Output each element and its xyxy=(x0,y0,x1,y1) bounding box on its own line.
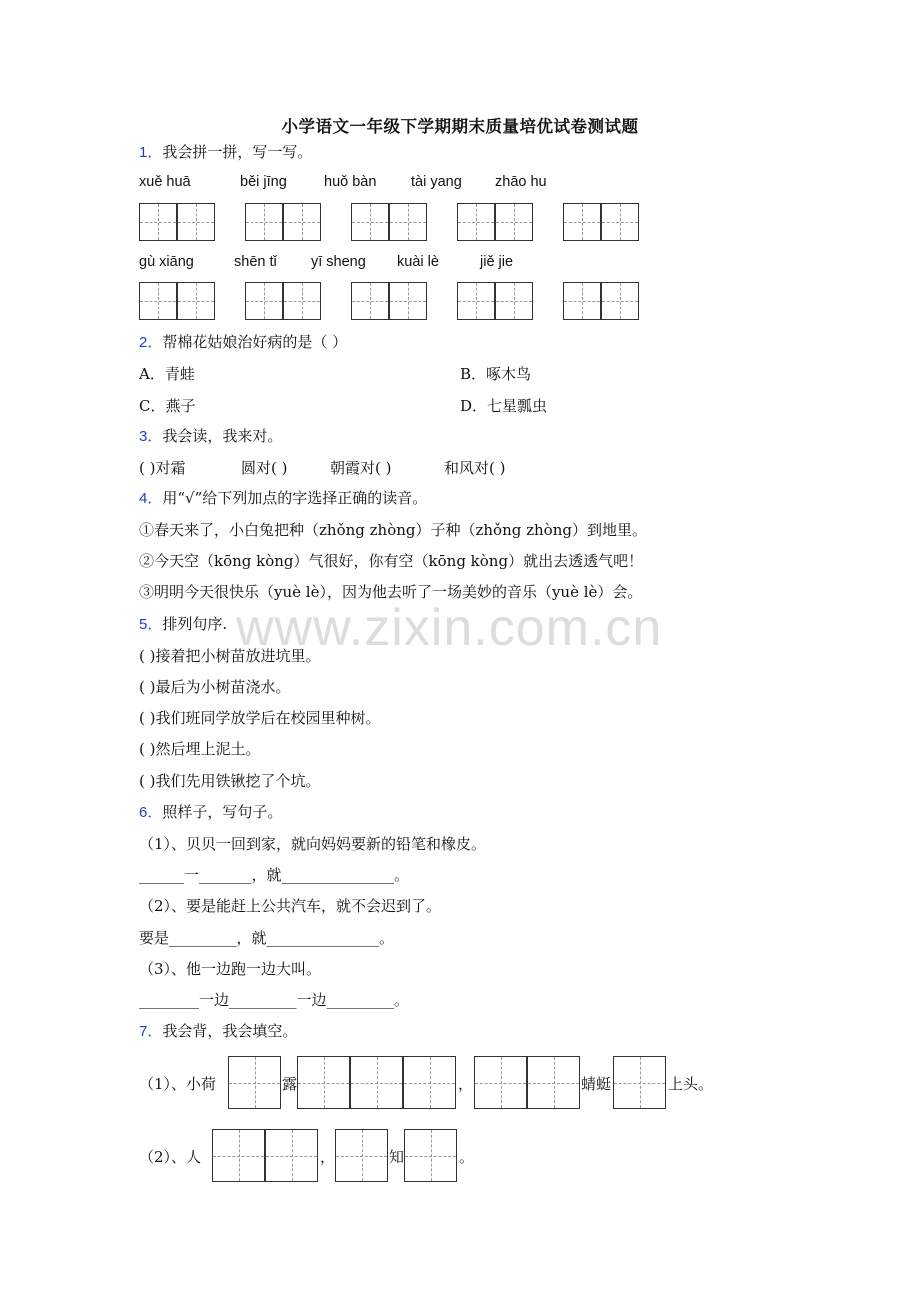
writing-grid-box[interactable] xyxy=(212,1129,265,1182)
pinyin-label: jiě jie xyxy=(480,254,514,270)
pairing-item: 朝霞对( ) xyxy=(330,459,392,477)
recite-text: ， xyxy=(320,1148,336,1166)
writing-grid-box[interactable] xyxy=(457,282,495,320)
question-text: 排列句序. xyxy=(162,615,228,633)
pairing-item: ( )对霜 xyxy=(139,459,186,477)
writing-grid-box[interactable] xyxy=(265,1129,318,1182)
pinyin-label: běi jīng xyxy=(240,174,287,190)
sentence-order-item: ( )最后为小树苗浇水。 xyxy=(139,678,291,696)
option-b[interactable]: B．啄木鸟 xyxy=(460,365,532,383)
writing-grid-box[interactable] xyxy=(495,282,533,320)
fill-sentence[interactable]: ________一边_________一边_________。 xyxy=(139,991,410,1009)
writing-grid-box[interactable] xyxy=(474,1056,527,1109)
recite-text: 上头。 xyxy=(668,1075,714,1093)
question-text: 用“√”给下列加点的字选择正确的读音。 xyxy=(162,489,428,507)
recite-text: 露 xyxy=(282,1075,298,1093)
sentence-order-item: ( )接着把小树苗放进坑里。 xyxy=(139,647,321,665)
writing-grid-box[interactable] xyxy=(495,203,533,241)
writing-grid-box[interactable] xyxy=(601,282,639,320)
writing-grid-box[interactable] xyxy=(613,1056,666,1109)
pronunciation-item: ①春天来了，小白兔把种（zhǒng zhòng）子种（zhǒng zhòng）到地里。 xyxy=(139,521,647,539)
sentence-order-item: ( )然后埋上泥土。 xyxy=(139,740,261,758)
question-7 xyxy=(139,1021,297,1042)
writing-grid-box[interactable] xyxy=(351,203,389,241)
pronunciation-item: ②今天空（kōng kòng）气很好，你有空（kōng kòng）就出去透透气吧！ xyxy=(139,552,644,570)
pairing-item: 圆对( ) xyxy=(241,459,288,477)
example-sentence: （1）、贝贝一回到家，就向妈妈要新的铅笔和橡皮。 xyxy=(139,835,487,853)
writing-grid-box[interactable] xyxy=(389,203,427,241)
writing-grid-box[interactable] xyxy=(563,203,601,241)
pinyin-label: xuě huā xyxy=(139,174,191,190)
writing-grid-box[interactable] xyxy=(457,203,495,241)
recite-text: 。 xyxy=(459,1148,475,1166)
recite-text: ， xyxy=(458,1075,474,1093)
question-number: 4． xyxy=(139,490,163,507)
writing-grid-box[interactable] xyxy=(139,282,177,320)
option-a[interactable]: A．青蛙 xyxy=(139,365,195,383)
writing-grid-box[interactable] xyxy=(335,1129,388,1182)
fill-sentence[interactable]: 要是_________，就_______________。 xyxy=(139,929,395,947)
question-number: 7． xyxy=(139,1023,163,1040)
pinyin-label: tài yang xyxy=(411,174,462,190)
question-4 xyxy=(139,488,427,509)
question-number: 6． xyxy=(139,804,163,821)
question-number: 1． xyxy=(139,144,163,161)
writing-grid-box[interactable] xyxy=(563,282,601,320)
writing-grid-box[interactable] xyxy=(404,1129,457,1182)
pinyin-label: shēn tǐ xyxy=(234,254,277,270)
pinyin-label: yī sheng xyxy=(311,254,366,270)
example-sentence: （2）、要是能赶上公共汽车，就不会迟到了。 xyxy=(139,897,442,915)
pinyin-label: huǒ bàn xyxy=(324,174,377,190)
question-text: 我会背，我会填空。 xyxy=(162,1022,298,1040)
question-3 xyxy=(139,426,282,447)
writing-grid-box[interactable] xyxy=(177,203,215,241)
question-6 xyxy=(139,802,282,823)
writing-grid-box[interactable] xyxy=(297,1056,350,1109)
pinyin-label: kuài lè xyxy=(397,254,439,270)
writing-grid-box[interactable] xyxy=(601,203,639,241)
writing-grid-box[interactable] xyxy=(283,203,321,241)
question-text: 我会拼一拼，写一写。 xyxy=(162,143,313,161)
writing-grid-box[interactable] xyxy=(245,203,283,241)
question-text: 我会读，我来对。 xyxy=(162,427,283,445)
writing-grid-box[interactable] xyxy=(527,1056,580,1109)
pinyin-label: gù xiāng xyxy=(139,254,194,270)
writing-grid-box[interactable] xyxy=(351,282,389,320)
writing-grid-box[interactable] xyxy=(139,203,177,241)
page-title: 小学语文一年级下学期期末质量培优试卷测试题 xyxy=(281,117,639,136)
pronunciation-item: ③明明今天很快乐（yuè lè），因为他去听了一场美妙的音乐（yuè lè）会。 xyxy=(139,583,643,601)
question-5 xyxy=(139,614,227,635)
writing-grid-box[interactable] xyxy=(245,282,283,320)
writing-grid-box[interactable] xyxy=(350,1056,403,1109)
recite-text: 蜻蜓 xyxy=(581,1075,612,1093)
question-number: 5． xyxy=(139,616,163,633)
sentence-order-item: ( )我们班同学放学后在校园里种树。 xyxy=(139,709,381,727)
example-sentence: （3）、他一边跑一边大叫。 xyxy=(139,960,322,978)
question-text: 帮棉花姑娘治好病的是（ ） xyxy=(162,333,348,351)
option-d[interactable]: D．七星瓢虫 xyxy=(460,397,548,415)
question-number: 2． xyxy=(139,334,163,351)
writing-grid-box[interactable] xyxy=(228,1056,281,1109)
question-text: 照样子，写句子。 xyxy=(162,803,283,821)
writing-grid-box[interactable] xyxy=(177,282,215,320)
question-1 xyxy=(139,142,312,163)
question-number: 3． xyxy=(139,428,163,445)
writing-grid-box[interactable] xyxy=(403,1056,456,1109)
question-2 xyxy=(139,332,347,353)
fill-sentence[interactable]: ______一_______，就_______________。 xyxy=(139,866,410,884)
watermark: www.zixin.com.cn xyxy=(236,599,663,657)
option-c[interactable]: C．燕子 xyxy=(139,397,196,415)
recite-text: 知 xyxy=(389,1148,405,1166)
recite-label: （1）、小荷 xyxy=(139,1075,217,1093)
recite-label: （2）、人 xyxy=(139,1148,202,1166)
writing-grid-box[interactable] xyxy=(283,282,321,320)
pairing-item: 和风对( ) xyxy=(444,459,506,477)
pinyin-label: zhāo hu xyxy=(495,174,547,190)
writing-grid-box[interactable] xyxy=(389,282,427,320)
sentence-order-item: ( )我们先用铁锹挖了个坑。 xyxy=(139,772,321,790)
